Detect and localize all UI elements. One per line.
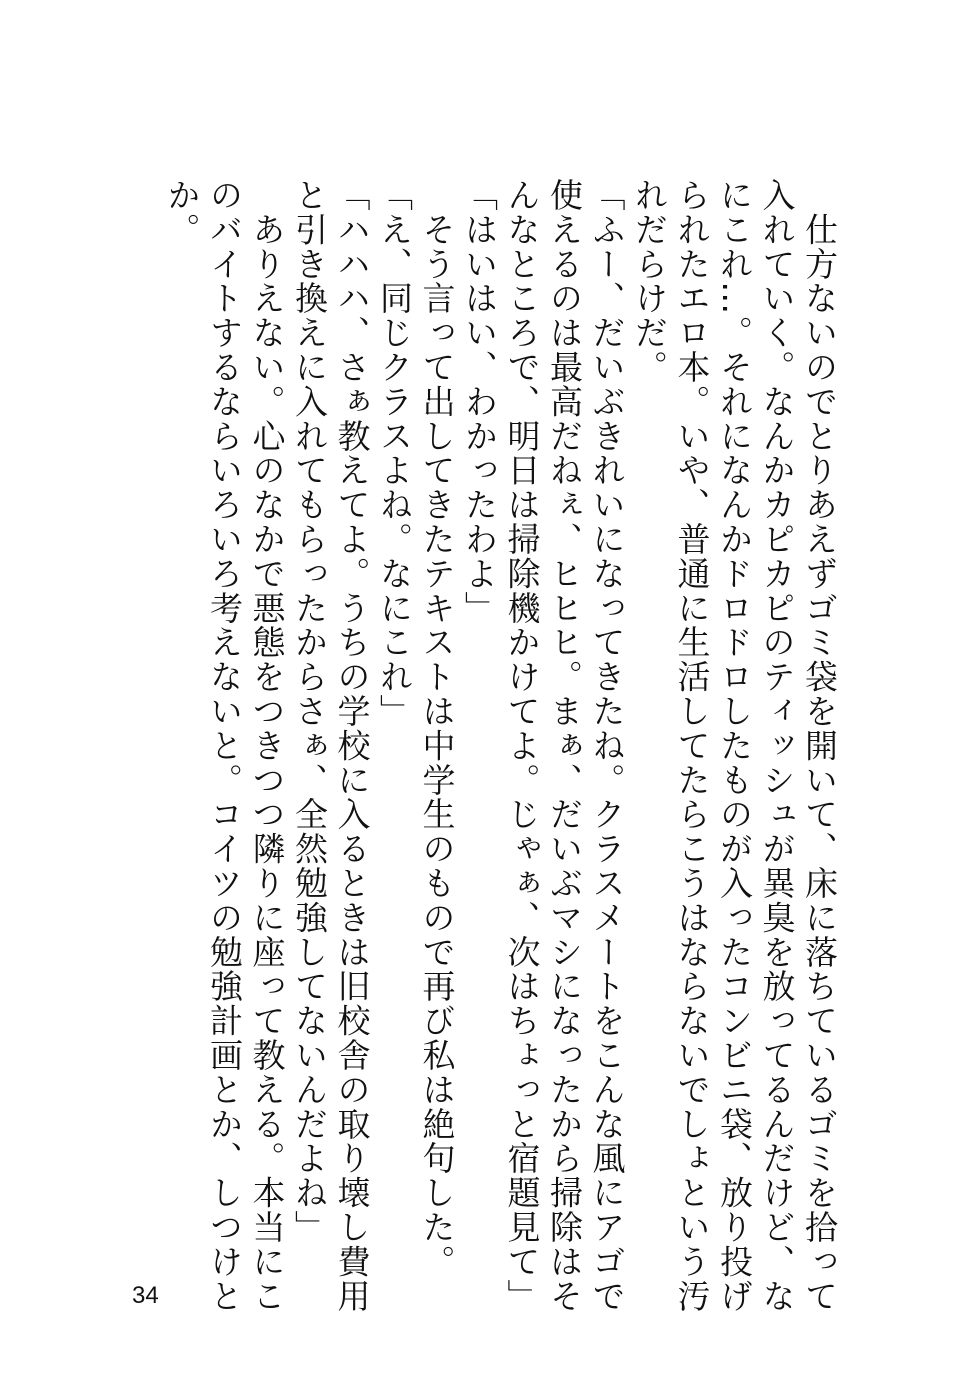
text-line: のバイトするならいろいろ考えないと。コイツの勉強計画とか、しつけと	[205, 178, 244, 1314]
text-line: れだらけだ。	[630, 178, 669, 385]
text-line: 「え、同じクラスよね。なにこれ」	[375, 178, 414, 729]
text-line: 「ふー、だいぶきれいになってきたね。クラスメートをこんな風にアゴで	[587, 178, 627, 1314]
page-number: 34	[132, 1282, 159, 1309]
text-line: 仕方ないのでとりあえずゴミ袋を開いて、床に落ちているゴミを拾って	[800, 178, 839, 1314]
text-line: られたエロ本。いや、普通に生活してたらこうはならないでしょという汚	[672, 178, 712, 1314]
text-line: 使えるのは最高だねぇ、ヒヒヒ。まぁ、だいぶマシになったから掃除はそ	[545, 178, 584, 1314]
text-line: 「はいはい、わかったわよ」	[460, 178, 499, 626]
text-line: ありえない。心のなかで悪態をつきつつ隣りに座って教える。本当にこ	[247, 178, 287, 1314]
text-line: か。	[162, 178, 202, 247]
vertical-text-body	[160, 178, 840, 1314]
text-line: そう言って出してきたテキストは中学生のもので再び私は絶句した。	[417, 178, 457, 1279]
text-line: にこれ…。それになんかドロドロしたものが入ったコンビニ袋、放り投げ	[715, 178, 754, 1314]
text-line: 「ハハハ、さぁ教えてよ。うちの学校に入るときは旧校舎の取り壊し費用	[332, 178, 372, 1314]
text-line: んなところで、明日は掃除機かけてよ。じゃぁ、次はちょっと宿題見て」	[502, 178, 542, 1314]
text-line: 入れていく。なんかカピカピのティッシュが異臭を放ってるんだけど、な	[757, 178, 797, 1314]
text-line: と引き換えに入れてもらったからさぁ、全然勉強してないんだよね」	[290, 178, 329, 1245]
